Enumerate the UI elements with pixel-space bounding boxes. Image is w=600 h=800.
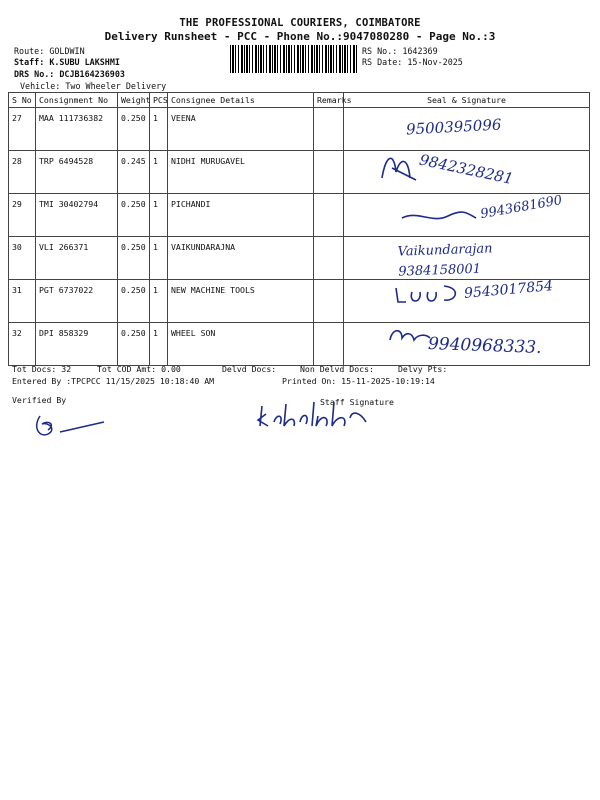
signature-scribble-32 (386, 324, 434, 346)
cell-pcs: 1 (150, 280, 168, 323)
cell-consignment: TRP 6494528 (36, 151, 118, 194)
cell-pcs: 1 (150, 108, 168, 151)
cell-consignment: VLI 266371 (36, 237, 118, 280)
cell-weight: 0.250 (118, 237, 150, 280)
col-header-sno: S No (9, 93, 36, 108)
cell-sno: 28 (9, 151, 36, 194)
printed-on: Printed On: 15-11-2025-10:19:14 (282, 376, 435, 386)
col-header-remarks: Remarks (314, 93, 344, 108)
signature-scribble-29 (398, 206, 478, 226)
cell-consignee: WHEEL SON (168, 323, 314, 366)
cell-remarks (314, 323, 344, 366)
col-header-seal: Seal & Signature (344, 93, 590, 108)
signature-scribble-31 (392, 282, 472, 306)
table-header-row (9, 93, 590, 108)
cell-weight: 0.250 (118, 280, 150, 323)
vehicle-info: Vehicle: Two Wheeler Delivery (20, 81, 167, 91)
total-cod-amount: Tot COD Amt: 0.00 (97, 364, 181, 374)
cell-weight: 0.245 (118, 151, 150, 194)
cell-sno: 27 (9, 108, 36, 151)
barcode (230, 45, 358, 73)
drs-value: DCJB164236903 (59, 69, 125, 79)
cell-consignee: VEENA (168, 108, 314, 151)
cell-remarks (314, 194, 344, 237)
cell-sno: 29 (9, 194, 36, 237)
cell-pcs: 1 (150, 323, 168, 366)
cell-pcs: 1 (150, 194, 168, 237)
cell-sno: 30 (9, 237, 36, 280)
cell-consignment: TMI 30402794 (36, 194, 118, 237)
cell-consignee: NIDHI MURUGAVEL (168, 151, 314, 194)
cell-remarks (314, 151, 344, 194)
cell-consignment: DPI 858329 (36, 323, 118, 366)
col-header-pcs: PCS (150, 93, 168, 108)
drs-label: DRS No.: (14, 69, 55, 79)
non-delivered-docs: Non Delvd Docs: (300, 364, 374, 374)
drs-line (14, 69, 125, 79)
route-value: GOLDWIN (49, 46, 85, 56)
cell-remarks (314, 108, 344, 151)
route-label: Route: (14, 46, 45, 56)
handwriting-row-29: 9943681690 (479, 192, 564, 223)
rs-date: RS Date: 15-Nov-2025 (362, 57, 463, 67)
page-title: THE PROFESSIONAL COURIERS, COIMBATORE (179, 17, 421, 29)
page-subtitle: Delivery Runsheet - PCC - Phone No.:9047080280 - Page No.:3 (104, 30, 496, 43)
cell-pcs: 1 (150, 151, 168, 194)
runsheet-table (8, 92, 590, 366)
cell-consignee: VAIKUNDARAJNA (168, 237, 314, 280)
cell-sno: 31 (9, 280, 36, 323)
staff-line (14, 57, 120, 67)
cell-consignment: PGT 6737022 (36, 280, 118, 323)
verifier-signature (30, 410, 110, 440)
delivery-points: Delvy Pts: (398, 364, 448, 374)
cell-weight: 0.250 (118, 323, 150, 366)
table-row (9, 108, 590, 151)
signature-scribble-28 (372, 148, 432, 188)
cell-consignee: NEW MACHINE TOOLS (168, 280, 314, 323)
handwriting-row-31: 9543017854 (463, 278, 554, 302)
staff-signature-label: Staff Signature (320, 397, 394, 407)
verified-by-label: Verified By (12, 395, 67, 405)
cell-pcs: 1 (150, 237, 168, 280)
cell-remarks (314, 237, 344, 280)
cell-consignee: PICHANDI (168, 194, 314, 237)
cell-consignment: MAA 111736382 (36, 108, 118, 151)
staff-signature (256, 396, 376, 436)
handwriting-row-32: 9940968333. (427, 334, 542, 358)
cell-weight: 0.250 (118, 194, 150, 237)
entered-by: Entered By :TPCPCC 11/15/2025 10:18:40 AM (12, 376, 215, 386)
cell-sno: 32 (9, 323, 36, 366)
col-header-consignment: Consignment No (36, 93, 118, 108)
staff-label: Staff: (14, 57, 45, 67)
cell-weight: 0.250 (118, 108, 150, 151)
handwriting-row-30: Vaikundarajan 9384158001 (397, 241, 493, 280)
route-line (14, 46, 85, 56)
delivered-docs: Delvd Docs: (222, 364, 277, 374)
staff-value: K.SUBU LAKSHMI (49, 57, 120, 67)
col-header-consignee: Consignee Details (168, 93, 314, 108)
total-docs: Tot Docs: 32 (12, 364, 72, 374)
cell-remarks (314, 280, 344, 323)
handwriting-row-28: 9842328281 (417, 150, 515, 189)
col-header-weight: Weight (118, 93, 150, 108)
rs-number: RS No.: 1642369 (362, 46, 438, 56)
handwriting-row-27: 9500395096 (405, 115, 502, 139)
